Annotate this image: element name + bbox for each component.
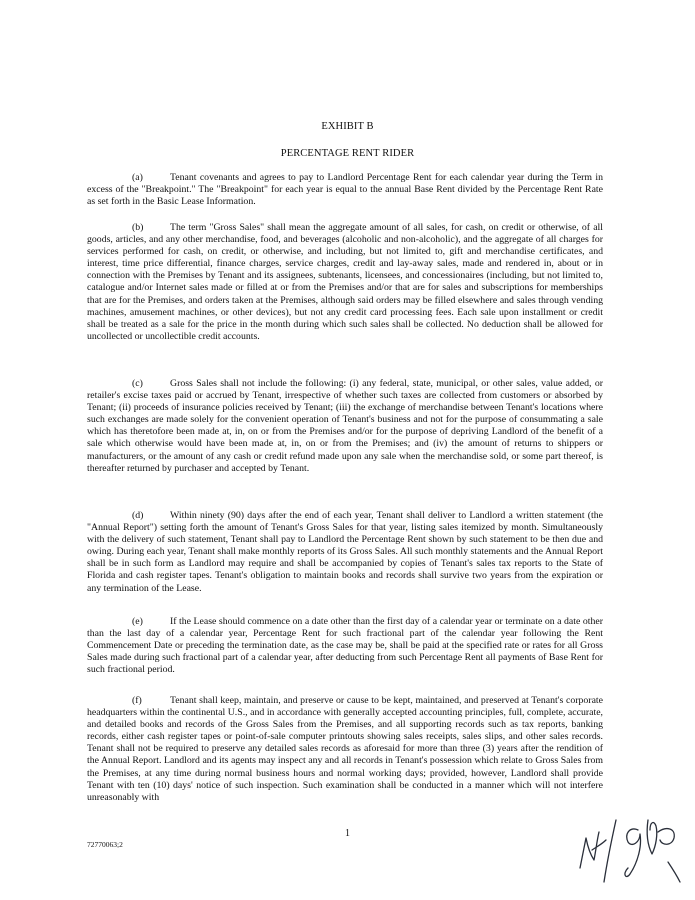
paragraph-e <box>87 616 603 676</box>
paragraph-label: (e) <box>132 616 143 627</box>
paragraph-f <box>87 695 603 804</box>
rider-title: PERCENTAGE RENT RIDER <box>280 148 415 159</box>
paragraph-label: (b) <box>132 222 144 233</box>
paragraph-text: Tenant covenants and agrees to pay to Landlord Percentage Rent for each calendar year during the Term in excess of the "Breakpoint." The "Breakpoint" for each year is equal to the annual Base Rent divided by the Percentage Rent Rate as set forth in the Basic Lease Information. <box>87 172 603 208</box>
document-id: 72770063;2 <box>87 840 123 849</box>
paragraph-d <box>87 510 603 595</box>
page-number: 1 <box>345 828 350 839</box>
paragraph-label: (c) <box>132 378 143 389</box>
paragraph-c <box>87 378 603 475</box>
paragraph-label: (d) <box>132 510 144 521</box>
paragraph-a <box>87 172 603 208</box>
paragraph-b <box>87 222 603 343</box>
paragraph-text: If the Lease should commence on a date other than the first day of a calendar year or terminate on a date other than the last day of a calendar year, Percentage Rent for such fractional part of the calendar year following the Rent Commencement Date or preceding the termination date, as the case may be, shall be paid at the specified rate or rates for all Gross Sales made during such fractional part of a calendar year, after deducting from such Percentage Rent all payments of Base Rent for such fractional period. <box>87 616 603 676</box>
exhibit-title: EXHIBIT B <box>321 121 374 132</box>
paragraph-text: Within ninety (90) days after the end of each year, Tenant shall deliver to Landlord a written statement (the "Annual Report") setting forth the amount of Tenant's Gross Sales for that year, listing sales itemized by month. Simultaneously with the delivery of such statement, Tenant shall pay to Landlord the Percentage Rent shown by such statement to be then due and owing. During each year, Tenant shall make monthly reports of its Gross Sales. All such monthly statements and the Annual Report shall be in such form as Landlord may require and shall be accompanied by copies of Tenant's sales tax reports to the State of Florida and cash register tapes. Tenant's obligation to maintain books and records shall survive two years from the expiration or any termination of the Lease. <box>87 510 603 594</box>
paragraph-text: Gross Sales shall not include the following: (i) any federal, state, municipal, or other sales, value added, or retailer's excise taxes paid or accrued by Tenant, irrespective of whether such taxes are collected from customers or absorbed by Tenant; (ii) proceeds of insurance policies received by Tenant; (iii) the exchange of merchandise between Tenant's locations where such exchanges are made solely for the convenient operation of Tenant's business and not for the purpose of consummating a sale which has theretofore been made at, in, on or from the Premises and/or for the purpose of depriving Landlord of the benefit of a sale which otherwise would have been made at, in, on or from the Premises; and (iv) the amount of returns to shippers or manufacturers, or the amount of any cash or credit refund made upon any sale when the merchandise sold, or some part thereof, is thereafter returned by purchaser and accepted by Tenant. <box>87 378 603 474</box>
paragraph-label: (a) <box>132 172 143 183</box>
paragraph-text: Tenant shall keep, maintain, and preserve or cause to be kept, maintained, and preserved at Tenant's corporate headquarters within the continental U.S., and in accordance with generally accepted accounting principles, full, complete, accurate, and detailed books and records of the Gross Sales from the Premises, and all supporting records such as tax reports, banking records, either cash register tapes or point-of-sale computer printouts showing sales receipts, sales slips, and other sales records. Tenant shall not be required to preserve any detailed sales records as aforesaid for more than three (3) years after the rendition of the Annual Report. Landlord and its agents may inspect any and all records in Tenant's possession which relate to Gross Sales from the Premises, at any time during normal business hours and normal working days; provided, however, Landlord shall provide Tenant with ten (10) days' notice of such inspection. Such examination shall be conducted in a manner which will not interfere unreasonably with <box>87 695 603 803</box>
paragraph-text: The term "Gross Sales" shall mean the aggregate amount of all sales, for cash, on credit or otherwise, of all goods, articles, and any other merchandise, food, and beverages (alcoholic and non-alcoholic), and the aggregate of all charges for services performed for cash, on credit, or otherwise, and including, but not limited to, gift and merchandise certificates, and interest, time price differential, finance charges, service charges, credit and lay-away sales, made and rendered in, about or in connection with the Premises by Tenant and its assignees, subtenants, licensees, and concessionaires (including, but not limited to, catalogue and/or Internet sales made or filled at or from the Premises and/or that are for sales and subscriptions for memberships that are for the Premises, and orders taken at the Premises, although said orders may be filled elsewhere and sales through vending machines, amusement machines, or other devices), but not any credit card processing fees. Each sale upon installment or credit shall be treated as a sale for the price in the month during which such sales shall be collected. No deduction shall be allowed for uncollected or uncollectible credit accounts. <box>87 222 603 342</box>
handwritten-initials-icon <box>572 790 687 890</box>
paragraph-label: (f) <box>132 695 142 706</box>
